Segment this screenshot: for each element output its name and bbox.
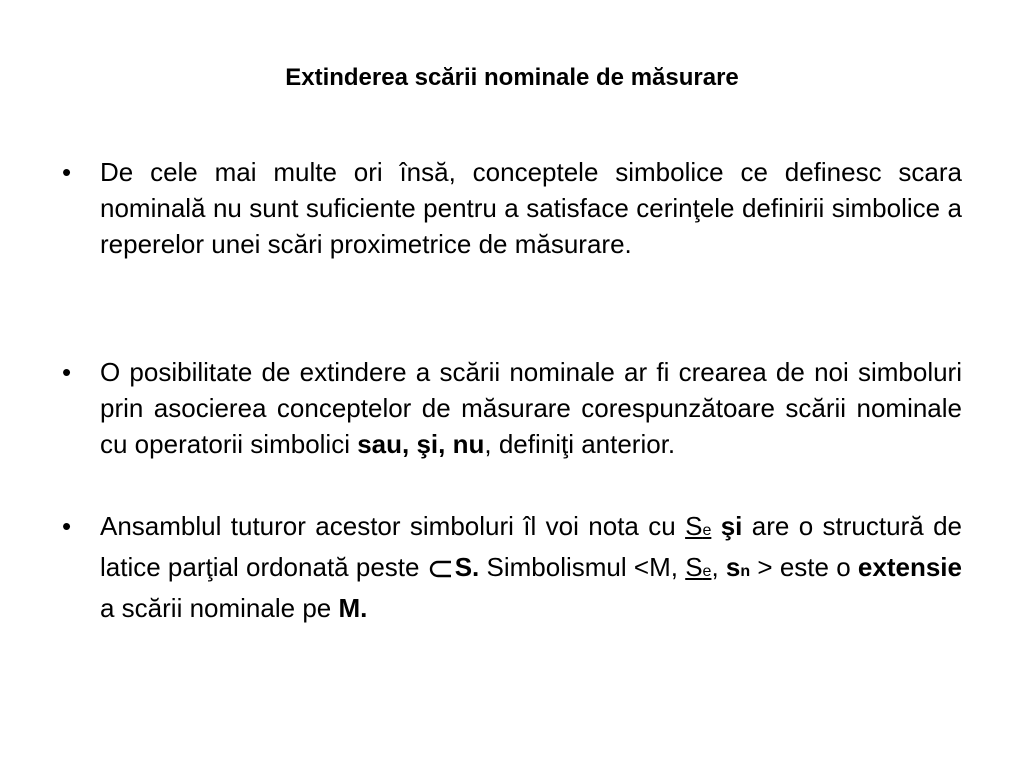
bullet-2-text-b: , definiţi anterior. xyxy=(484,429,676,459)
symbol-e-subscript-2: e xyxy=(702,563,712,580)
symbol-s: s xyxy=(725,552,741,582)
bullet-1-text: De cele mai multe ori însă, conceptele simbolice ce definesc scara nominală nu sunt suficiente pentru a satisface cerinţele definirii simbolice a reperelor unei scări proximetrice de măsurare. xyxy=(100,157,962,259)
bullet-marker: • xyxy=(62,157,72,187)
bullet-text-1 xyxy=(100,154,962,262)
bullet-item-2 xyxy=(62,354,962,462)
symbol-n-subscript: n xyxy=(740,563,751,580)
symbol-s-n xyxy=(726,552,750,582)
bullet-3-S-bold: S. xyxy=(454,552,480,582)
bullet-marker: • xyxy=(62,511,72,541)
bullet-3-text-c: Simbolismul <M, xyxy=(479,552,686,582)
bullet-3-si: şi xyxy=(711,511,743,541)
bullet-3-text-a: Ansamblul tuturor acestor simboluri îl voi nota cu xyxy=(100,511,686,541)
bullet-3-extensie: extensie xyxy=(857,552,962,582)
bullet-3-text-e: a scării nominale pe xyxy=(100,593,339,623)
symbol-S-2: S xyxy=(685,552,703,582)
bullet-3-text-d: > este o xyxy=(750,552,858,582)
symbol-e-subscript: e xyxy=(702,522,712,539)
bullet-marker: • xyxy=(62,357,72,387)
symbol-S: S xyxy=(685,511,703,541)
subset-icon xyxy=(427,560,453,578)
bullet-3-comma: , xyxy=(711,552,726,582)
bullet-item-1 xyxy=(62,154,962,262)
bullet-item-3 xyxy=(62,508,962,626)
bullet-text-2 xyxy=(100,354,962,462)
symbol-S-e xyxy=(685,511,711,541)
bullet-2-text-a: O posibilitate de extindere a scării nominale ar fi crearea de noi simboluri prin asocierea conceptelor de măsurare corespunzătoare scării nominale cu operatorii simbolici xyxy=(100,357,962,459)
bullet-2-operators: sau, şi, nu xyxy=(357,429,485,459)
symbol-S-e-2 xyxy=(685,552,711,582)
bullet-3-text-b: are o structură de latice parţial ordonată peste xyxy=(100,511,962,582)
bullet-3-M: M. xyxy=(338,593,368,623)
bullet-text-3 xyxy=(100,508,962,626)
slide-title: Extinderea scării nominale de măsurare xyxy=(285,64,739,91)
